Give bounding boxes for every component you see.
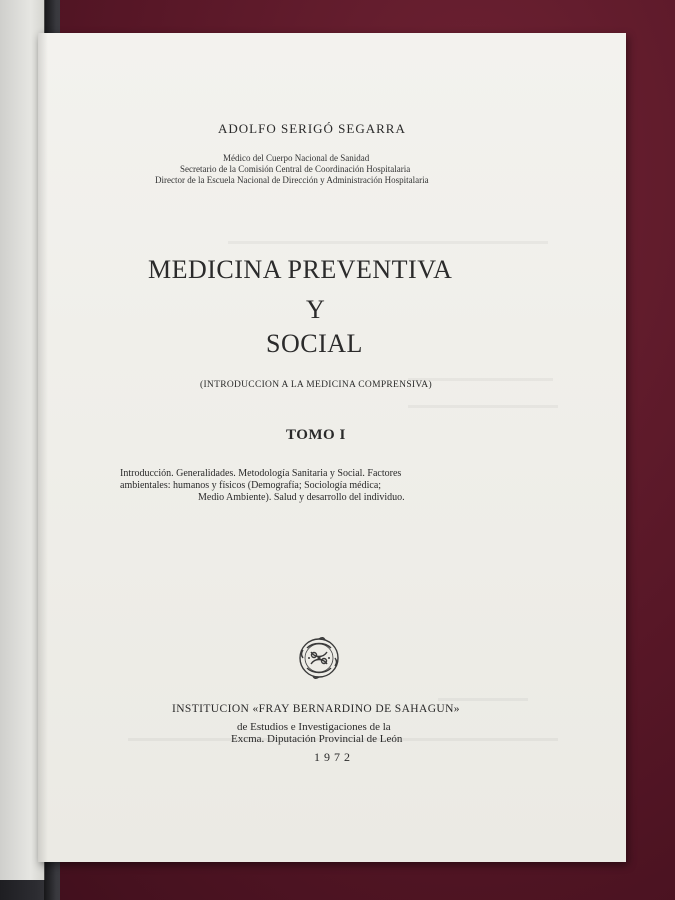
bleed-through — [408, 405, 558, 408]
publication-year: 1972 — [314, 750, 354, 764]
book-title-line1: MEDICINA PREVENTIVA — [148, 255, 453, 284]
title-page — [38, 33, 626, 862]
publisher-seal-icon — [297, 636, 341, 680]
page-gutter-shadow — [38, 33, 48, 862]
credential-line: Médico del Cuerpo Nacional de Sanidad — [223, 153, 370, 163]
description-line: Medio Ambiente). Salud y desarrollo del individuo. — [198, 492, 405, 503]
credential-line: Secretario de la Comisión Central de Coordinación Hospitalaria — [180, 164, 411, 174]
author-name: ADOLFO SERIGÓ SEGARRA — [218, 121, 406, 136]
description-line: ambientales: humanos y físicos (Demografía; Sociología médica; — [120, 480, 382, 491]
book-title-line2: Y — [306, 295, 326, 324]
bleed-through — [438, 698, 528, 701]
publisher-line: de Estudios e Investigaciones de la — [237, 721, 391, 733]
volume-label: TOMO I — [286, 427, 346, 443]
publisher-name: INSTITUCION «FRAY BERNARDINO DE SAHAGUN» — [172, 703, 460, 715]
description-line: Introducción. Generalidades. Metodología Sanitaria y Social. Factores — [120, 468, 402, 479]
bleed-through — [228, 241, 548, 244]
book-subtitle: (INTRODUCCION A LA MEDICINA COMPRENSIVA) — [200, 380, 432, 390]
credential-line: Director de la Escuela Nacional de Dirección y Administración Hospitalaria — [155, 175, 429, 185]
publisher-line: Excma. Diputación Provincial de León — [231, 733, 403, 745]
book-title-line3: SOCIAL — [266, 329, 363, 358]
